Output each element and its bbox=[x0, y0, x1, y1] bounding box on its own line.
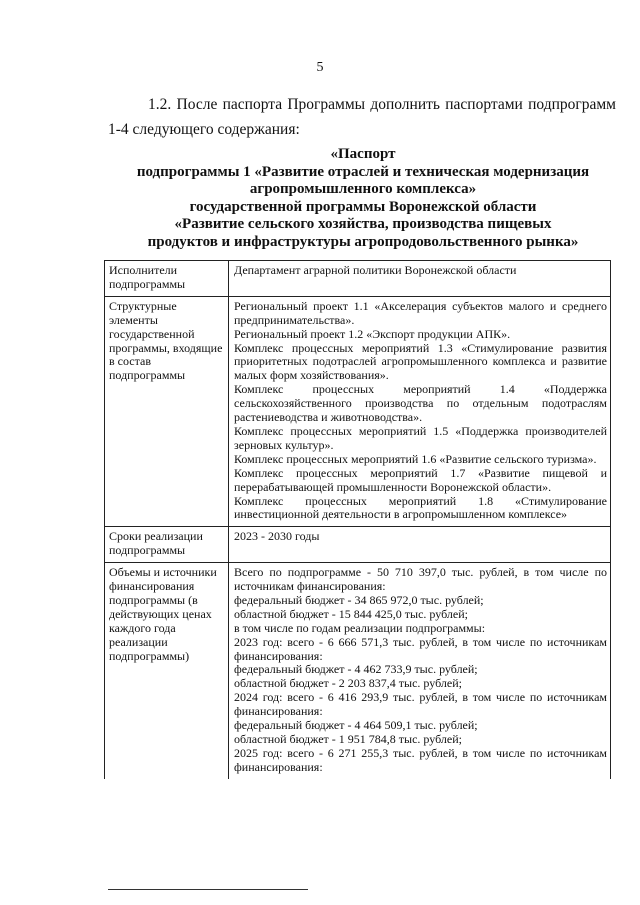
value-line: областной бюджет - 15 844 425,0 тыс. рублей; bbox=[234, 606, 468, 621]
value-line: Всего по подпрограмме - 50 710 397,0 тыс. рублей, в том числе по источникам финансирования: bbox=[234, 565, 607, 594]
table-row bbox=[105, 563, 611, 779]
row-value-financing bbox=[229, 563, 611, 779]
row-value-timeline bbox=[229, 527, 611, 563]
table-row bbox=[105, 296, 611, 527]
title-line: государственной программы Воронежской области bbox=[189, 198, 537, 215]
value-line: Комплекс процессных мероприятий 1.4 «Поддержка сельскохозяйственного производства по отдельным подотраслям растениеводства и животноводства». bbox=[234, 382, 607, 425]
value-line: областной бюджет - 1 951 784,8 тыс. рублей; bbox=[234, 732, 462, 746]
page-number: 5 bbox=[316, 60, 324, 75]
value-line: Комплекс процессных мероприятий 1.5 «Поддержка производителей зерновых культур». bbox=[234, 423, 607, 452]
table-row bbox=[105, 261, 611, 297]
value-line: Департамент аграрной политики Воронежской области bbox=[234, 263, 517, 277]
value-line: Комплекс процессных мероприятий 1.7 «Развитие пищевой и перерабатывающей промышленности Воронежской области». bbox=[234, 465, 607, 494]
passport-title bbox=[108, 146, 618, 252]
value-line: 2023 год: всего - 6 666 571,3 тыс. рублей, в том числе по источникам финансирования: bbox=[234, 634, 607, 663]
table-row bbox=[105, 527, 611, 563]
row-value-executors bbox=[229, 261, 611, 297]
footnote-separator bbox=[108, 889, 308, 890]
title-line: продуктов и инфраструктуры агропродовольственного рынка» bbox=[147, 233, 579, 250]
value-line: федеральный бюджет - 4 462 733,9 тыс. рублей; bbox=[234, 662, 478, 677]
title-line: подпрограммы 1 «Развитие отраслей и техническая модернизация bbox=[136, 163, 590, 180]
value-line: Комплекс процессных мероприятий 1.3 «Стимулирование развития приоритетных подотраслей агропромышленного комплекса и развитие малых форм хозяйствования». bbox=[234, 340, 607, 383]
value-line: Комплекс процессных мероприятий 1.6 «Развитие сельского туризма». bbox=[234, 451, 597, 466]
row-label-executors: Исполнители подпрограммы bbox=[105, 261, 229, 297]
title-line: «Паспорт bbox=[330, 146, 396, 162]
value-line: Комплекс процессных мероприятий 1.8 «Стимулирование инвестиционной деятельности в агропромышленном комплексе» bbox=[234, 493, 607, 522]
title-line: «Развитие сельского хозяйства, производства пищевых bbox=[174, 216, 552, 233]
title-line: агропромышленного комплекса» bbox=[249, 181, 477, 198]
value-line: 2023 - 2030 годы bbox=[234, 529, 320, 544]
passport-table bbox=[104, 260, 611, 779]
value-line: областной бюджет - 2 203 837,4 тыс. рублей; bbox=[234, 676, 462, 691]
intro-paragraph: 1.2. После паспорта Программы дополнить паспортами подпрограмм 1-4 следующего содержания: bbox=[108, 96, 616, 138]
value-line: федеральный бюджет - 34 865 972,0 тыс. рублей; bbox=[234, 592, 484, 607]
value-line: 2025 год: всего - 6 271 255,3 тыс. рублей, в том числе по источникам финансирования: bbox=[234, 745, 607, 774]
value-line: в том числе по годам реализации подпрограммы: bbox=[234, 620, 486, 635]
row-label-timeline: Сроки реализации подпрограммы bbox=[105, 527, 229, 563]
row-label-structural-elements: Структурные элементы государственной программы, входящие в состав подпрограммы bbox=[105, 296, 229, 527]
row-label-financing: Объемы и источники финансирования подпрограммы (в действующих ценах каждого года реализации подпрограммы) bbox=[105, 563, 229, 779]
value-line: Региональный проект 1.2 «Экспорт продукции АПК». bbox=[234, 326, 511, 341]
value-line: федеральный бюджет - 4 464 509,1 тыс. рублей; bbox=[234, 718, 478, 733]
row-value-structural-elements bbox=[229, 296, 611, 527]
value-line: Региональный проект 1.1 «Акселерация субъектов малого и среднего предпринимательства». bbox=[234, 298, 607, 327]
value-line: 2024 год: всего - 6 416 293,9 тыс. рублей, в том числе по источникам финансирования: bbox=[234, 690, 607, 719]
